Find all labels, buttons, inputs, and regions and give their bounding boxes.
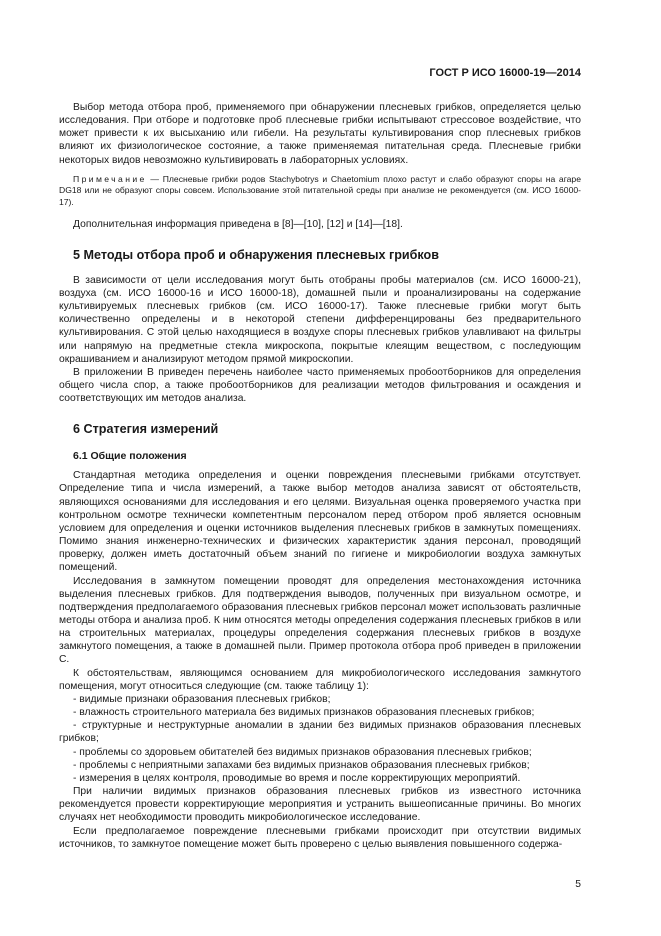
paragraph-s6-4: При наличии видимых признаков образования плесневых грибков из известного источника рекомендуется провести корректирующие мероприятия и устранить вышеописанные причины. Во многих случаях нет необходимости проводить микробиологическое исследование. [59,786,581,824]
note-label: Примечание [73,173,147,184]
list-item: - проблемы со здоровьем обитателей без видимых признаков образования плесневых грибков; [73,746,532,758]
list-item: - проблемы с неприятными запахами без видимых признаков образования плесневых грибков; [73,759,530,771]
subsection-6-1-heading: 6.1 Общие положения [73,450,187,463]
paragraph-s5-2: В приложении В приведен перечень наиболее часто применяемых пробоотборников для определения общего числа спор, а также пробоотборников для реализации методов фильтрования и осаждения и соответствующих им методов анализа. [59,366,581,405]
paragraph-s6-5: Если предполагаемое повреждение плесневыми грибками происходит при отсутствии видимых источников, то замкнутое помещение может быть проверено с целью выявления повышенного содержа- [59,825,581,850]
list-item: - видимые признаки образования плесневых грибков; [73,693,331,705]
note [59,174,581,209]
paragraph-s6-2: Исследования в замкнутом помещении проводят для определения местонахождения источника выделения плесневых грибков. Для подтверждения выводов, полученных при визуальном осмотре, и подтверждения предполагаемого образования плесневых грибков персонал может использовать различные методы отбора и анализа проб. К ним относятся методы определения содержания плесневых грибков в или на строительных материалах, процедуры определения содержания плесневых грибков в воздухе замкнутого помещения, а также в домашней пыли. Пример протокола отбора проб приведен в приложении С. [59,575,581,666]
paragraph-references: Дополнительная информация приведена в [8]—[10], [12] и [14]—[18]. [73,218,403,230]
section-6-heading: 6 Стратегия измерений [73,422,219,437]
circumstances-list [59,693,581,785]
list-item: - измерения в целях контроля, проводимые во время и после корректирующих мероприятий. [73,772,521,784]
paragraph-s5-1: В зависимости от цели исследования могут быть отобраны пробы материалов (см. ИСО 16000-21), воздуха (см. ИСО 16000-16 и ИСО 16000-18), домашней пыли и проанализированы на содержание культивируемых плесневых грибков (см. ИСО 16000-17). Также плесневые грибки могут быть количественно определены и в некоторой степени дифференцированы без предварительного культивирования. С этой целью находящиеся в воздухе споры плесневых грибков улавливают на фильтры или напрямую на предметные стекла микроскопа, покрытые клеящим веществом, с последующим окрашиванием и анализируют методом прямой микроскопии. [59,274,581,365]
page-number: 5 [575,879,581,890]
list-item: - структурные и неструктурные аномалии в здании без видимых признаков образования плесневых грибков; [59,720,581,745]
note-text: — Плесневые грибки родов Stachybotrys и Chaetomium плохо растут и слабо образуют споры на агаре DG18 или не образуют споры совсем. Использование этой питательной среды при анализе не рекомендуется (см. ИСО 16000-17). [59,173,581,207]
section-5-heading: 5 Методы отбора проб и обнаружения плесневых грибков [73,247,439,262]
list-item: - влажность строительного материала без видимых признаков образования плесневых грибков; [73,707,535,719]
document-header: ГОСТ Р ИСО 16000-19—2014 [429,67,581,79]
paragraph-intro-1: Выбор метода отбора проб, применяемого при обнаружении плесневых грибков, определяется целью исследования. При отборе и подготовке проб плесневые грибки испытывают стрессовое воздействие, что может привести к их высыханию или гибели. На результаты культивирования спор плесневых грибков влияют их физиологическое состояние, а также применяемая питательная среда. Плесневые грибки некоторых видов невозможно культивировать в лабораторных условиях. [59,102,581,166]
paragraph-s6-3: К обстоятельствам, являющимся основанием для микробиологического исследования замкнутого помещения, могут относиться следующие (см. также таблицу 1): [59,667,581,692]
paragraph-s6-1: Стандартная методика определения и оценки повреждения плесневыми грибками отсутствует. Определение типа и числа измерений, а также выбор методов анализа зависят от обстоятельств, являющихся основаниями для исследования и его целями. Визуальная оценка проверяемого участка при контрольном осмотре технически компетентным персоналом перед отбором проб является основным условием для определения и оценки источников выделения плесневых грибков в замкнутых помещениях. Помимо знания инженерно-технических и физических характеристик здания персонал, проводящий проверку, должен иметь достаточный объем знаний по гигиене и микробиологии воздуха замкнутых помещений. [59,470,581,574]
